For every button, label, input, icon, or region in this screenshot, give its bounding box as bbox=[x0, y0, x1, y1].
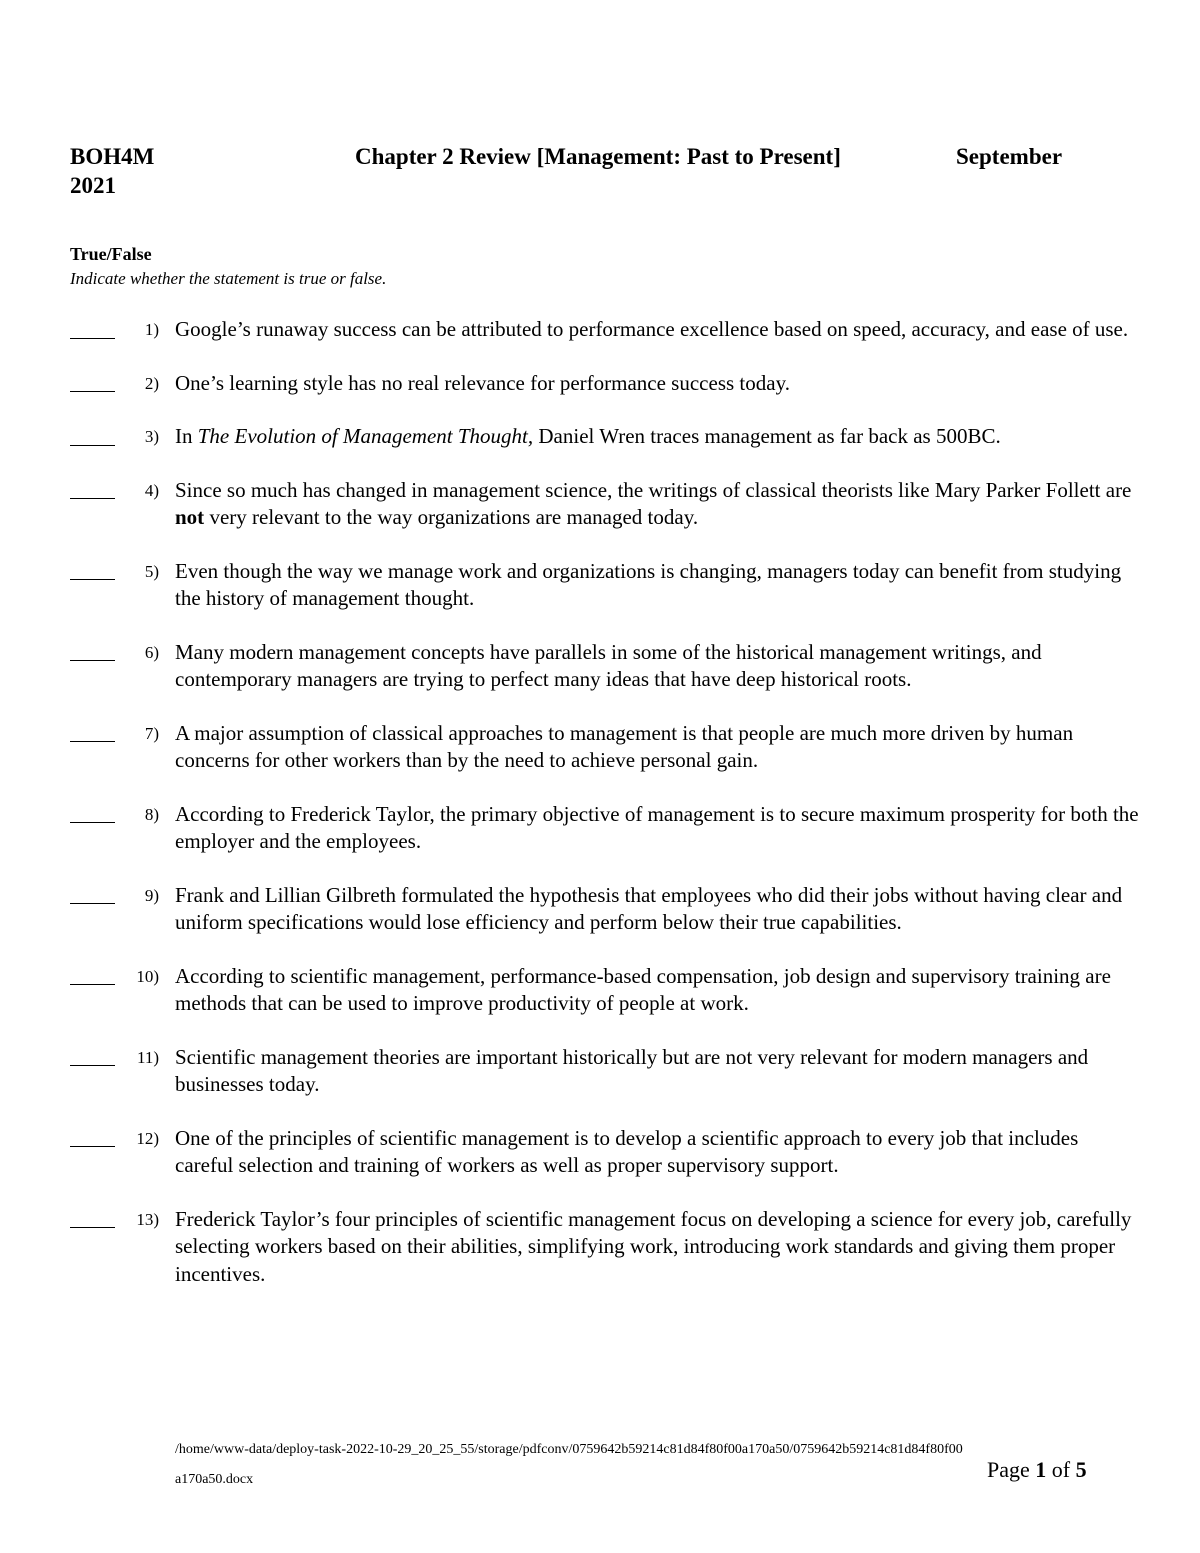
question-number: 9) bbox=[144, 885, 159, 905]
question-item bbox=[70, 1206, 1140, 1289]
question-item bbox=[70, 1125, 1140, 1180]
question-item bbox=[70, 1044, 1140, 1099]
question-text: Frederick Taylor’s four principles of scientific management focus on developing a science for every job, carefully selecting workers based on their abilities, simplifying work, introducing work standards and giving them proper incentives. bbox=[175, 1206, 1132, 1286]
course-code: BOH4M bbox=[70, 144, 155, 169]
answer-blank[interactable] bbox=[70, 801, 115, 829]
question-item bbox=[70, 477, 1140, 532]
question-text: A major assumption of classical approaches to management is that people are much more driven by human concerns for other workers than by the need to achieve personal gain. bbox=[175, 720, 1074, 772]
document-month: September bbox=[956, 144, 1063, 169]
question-text: Many modern management concepts have parallels in some of the historical management writings, and contemporary managers are trying to perfect many ideas that have deep historical roots. bbox=[175, 639, 1042, 691]
question-text: Google’s runaway success can be attributed to performance excellence based on speed, accuracy, and ease of use. bbox=[175, 317, 1129, 341]
question-text bbox=[175, 477, 1140, 532]
page-number bbox=[987, 1456, 1087, 1484]
question-item bbox=[70, 882, 1140, 937]
question-text: One’s learning style has no real relevance for performance success today. bbox=[175, 370, 790, 395]
answer-blank[interactable] bbox=[70, 370, 115, 398]
page-current: 1 bbox=[1035, 1457, 1047, 1482]
answer-blank[interactable] bbox=[70, 1125, 115, 1153]
question-text-part: very relevant to the way organizations are managed today. bbox=[204, 505, 699, 529]
book-title: The Evolution of Management Thought, bbox=[197, 424, 534, 448]
answer-blank[interactable] bbox=[70, 639, 115, 667]
page-total: 5 bbox=[1075, 1457, 1087, 1482]
document-year: 2021 bbox=[70, 173, 116, 198]
section-heading: True/False bbox=[70, 244, 152, 264]
question-text: Frank and Lillian Gilbreth formulated the hypothesis that employees who did their jobs without having clear and uniform specifications would lose efficiency and perform below their true capabilities. bbox=[175, 882, 1123, 934]
question-item bbox=[70, 801, 1140, 856]
question-text-part: In bbox=[175, 424, 198, 448]
question-text: Even though the way we manage work and organizations is changing, managers today can benefit from studying the history of management thought. bbox=[175, 558, 1122, 610]
question-number: 10) bbox=[136, 966, 159, 986]
document-title: Chapter 2 Review [Management: Past to Present] bbox=[355, 144, 841, 169]
question-item bbox=[70, 370, 1140, 398]
question-number: 11) bbox=[136, 1047, 159, 1067]
section-instruction: Indicate whether the statement is true or false. bbox=[70, 269, 387, 288]
answer-blank[interactable] bbox=[70, 423, 115, 451]
question-text bbox=[175, 423, 1140, 451]
question-number: 13) bbox=[136, 1209, 159, 1229]
question-number: 4) bbox=[144, 480, 159, 500]
page-of: of bbox=[1051, 1457, 1071, 1482]
answer-blank[interactable] bbox=[70, 316, 115, 344]
answer-blank[interactable] bbox=[70, 1206, 115, 1234]
question-number: 8) bbox=[144, 804, 159, 824]
question-list bbox=[70, 316, 1140, 1314]
question-item bbox=[70, 720, 1140, 775]
footer-file-path: /home/www-data/deploy-task-2022-10-29_20_25_55/storage/pdfconv/0759642b59214c81d84f80f00a170a50/0759642b59214c81d84f80f00a170a50.docx bbox=[175, 1442, 963, 1487]
question-text-part: Since so much has changed in management science, the writings of classical theorists like Mary Parker Follett are bbox=[175, 477, 1132, 502]
question-number: 6) bbox=[144, 642, 159, 662]
answer-blank[interactable] bbox=[70, 882, 115, 910]
answer-blank[interactable] bbox=[70, 558, 115, 586]
question-item bbox=[70, 423, 1140, 451]
emphasis-text: not bbox=[175, 505, 205, 529]
question-number: 7) bbox=[144, 723, 159, 743]
answer-blank[interactable] bbox=[70, 477, 115, 505]
question-number: 3) bbox=[144, 427, 159, 446]
question-item bbox=[70, 963, 1140, 1018]
question-number: 12) bbox=[136, 1128, 159, 1148]
question-text: According to Frederick Taylor, the primary objective of management is to secure maximum prosperity for both the employer and the employees. bbox=[175, 801, 1139, 853]
question-text: According to scientific management, performance-based compensation, job design and supervisory training are methods that can be used to improve productivity of people at work. bbox=[175, 963, 1111, 1015]
page-label: Page bbox=[987, 1457, 1030, 1482]
question-item bbox=[70, 316, 1140, 344]
question-number: 2) bbox=[144, 373, 159, 393]
answer-blank[interactable] bbox=[70, 1044, 115, 1072]
question-item bbox=[70, 639, 1140, 694]
question-number: 1) bbox=[144, 320, 159, 339]
question-text-part: Daniel Wren traces management as far back as 500BC. bbox=[533, 424, 1001, 448]
question-text: One of the principles of scientific management is to develop a scientific approach to every job that includes careful selection and training of workers as well as proper supervisory support. bbox=[175, 1125, 1079, 1177]
question-text: Scientific management theories are important historically but are not very relevant for modern managers and businesses today. bbox=[175, 1044, 1089, 1096]
question-number: 5) bbox=[144, 561, 159, 581]
answer-blank[interactable] bbox=[70, 720, 115, 748]
document-header bbox=[70, 142, 1130, 198]
answer-blank[interactable] bbox=[70, 963, 115, 991]
question-item bbox=[70, 558, 1140, 613]
